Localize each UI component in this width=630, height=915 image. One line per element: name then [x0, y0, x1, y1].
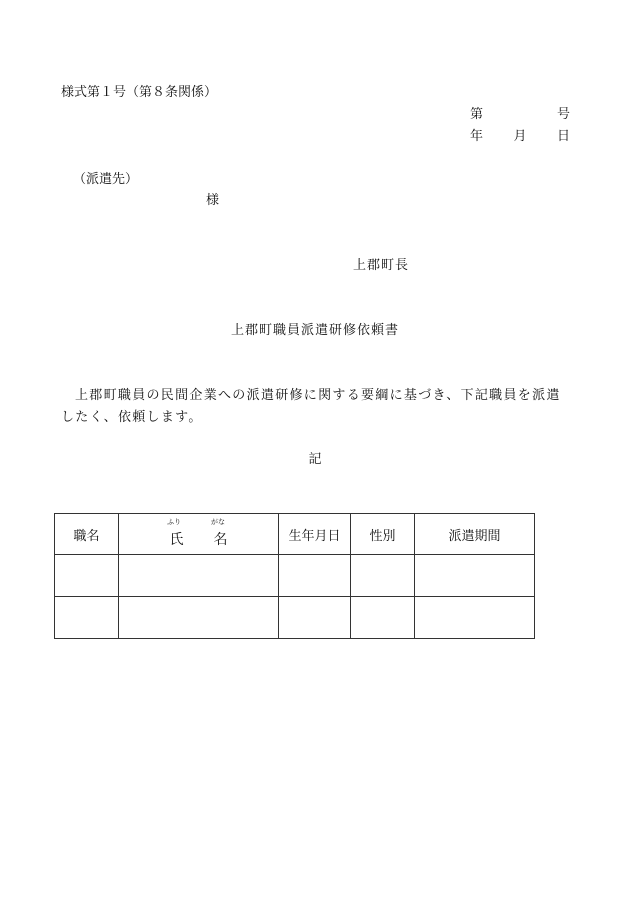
document-number — [470, 107, 570, 123]
cell-period[interactable] — [415, 597, 535, 639]
ruby-furi: ふり — [167, 518, 181, 526]
cell-birthdate[interactable] — [279, 597, 351, 639]
cell-period[interactable] — [415, 555, 535, 597]
header-name-first: 氏 — [169, 532, 184, 548]
ki-heading: 記 — [308, 452, 322, 467]
number-suffix: 号 — [556, 107, 570, 122]
sender-name: 上郡町長 — [353, 258, 410, 273]
document-title: 上郡町職員派遣研修依頼書 — [230, 323, 399, 338]
recipient-label: （派遣先） — [73, 172, 139, 187]
cell-birthdate[interactable] — [279, 555, 351, 597]
name-ruby — [119, 518, 278, 526]
date-day: 日 — [556, 129, 570, 144]
recipient-honorific: 様 — [206, 193, 220, 208]
form-label: 様式第１号（第８条関係） — [61, 85, 218, 100]
cell-position[interactable] — [55, 597, 119, 639]
header-period: 派遣期間 — [415, 514, 535, 555]
cell-name[interactable] — [119, 555, 279, 597]
staff-table — [54, 513, 535, 639]
header-position: 職名 — [55, 514, 119, 555]
header-name-last: 名 — [213, 532, 228, 548]
table-header-row — [55, 514, 535, 555]
header-name — [119, 514, 279, 555]
document-date — [470, 129, 570, 145]
body-paragraph: 上郡町職員の民間企業への派遣研修に関する要綱に基づき、下記職員を派遣したく、依頼します。 — [61, 388, 561, 425]
header-gender: 性別 — [351, 514, 415, 555]
cell-name[interactable] — [119, 597, 279, 639]
cell-gender[interactable] — [351, 597, 415, 639]
cell-position[interactable] — [55, 555, 119, 597]
ruby-gana: がな — [211, 518, 225, 526]
date-month: 月 — [513, 129, 527, 144]
cell-gender[interactable] — [351, 555, 415, 597]
table-row — [55, 597, 535, 639]
header-birthdate: 生年月日 — [279, 514, 351, 555]
table-row — [55, 555, 535, 597]
number-prefix: 第 — [470, 107, 484, 122]
date-year: 年 — [470, 129, 484, 144]
